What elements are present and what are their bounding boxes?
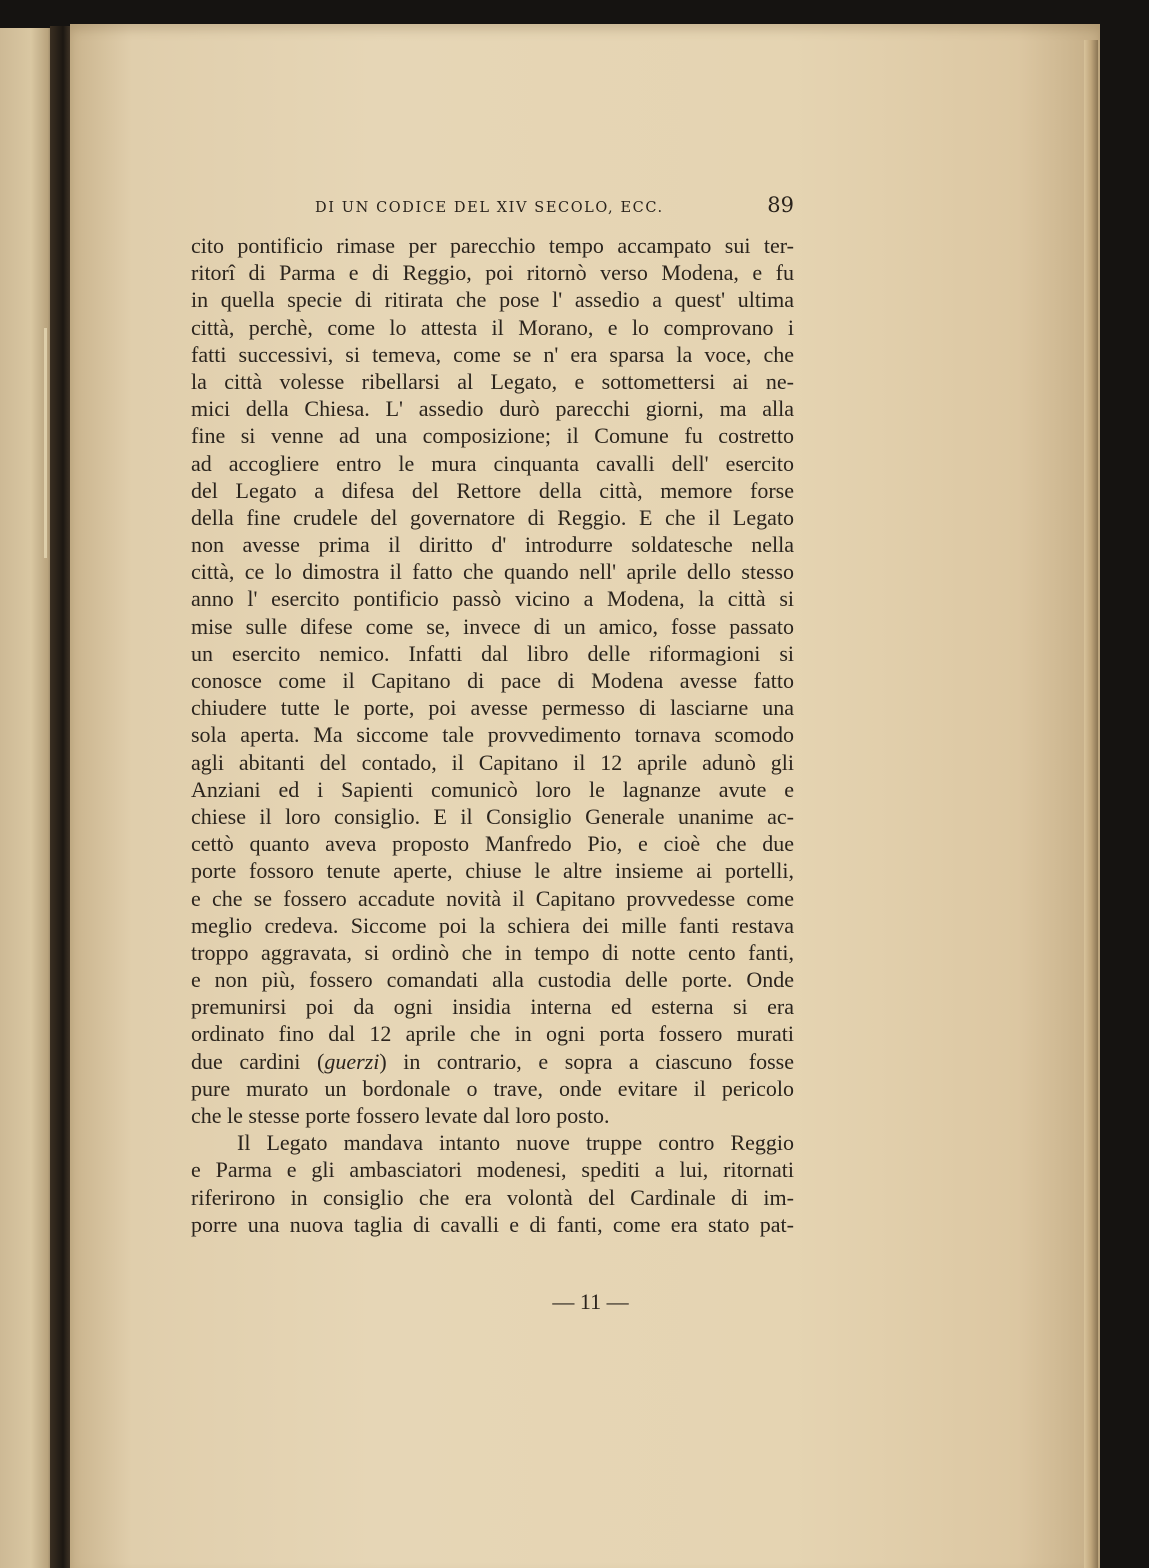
text-line: meglio credeva. Siccome poi la schiera dei mille fanti restava	[191, 912, 794, 938]
page-stack-edge	[1084, 40, 1098, 1568]
text-line: del Legato a difesa del Rettore della città, memore forse	[191, 477, 794, 503]
text-line: cettò quanto aveva proposto Manfredo Pio, e cioè che due	[191, 831, 794, 857]
text-line: non avesse prima il diritto d' introdurre soldatesche nella	[191, 532, 794, 558]
italic-term: guerzi	[324, 1048, 380, 1074]
text-line: e che se fossero accadute novità il Capitano provvedesse come	[191, 885, 794, 911]
page-number: 89	[767, 193, 794, 217]
text-line: cito pontificio rimase per parecchio tempo accampato sui ter-	[191, 233, 794, 258]
text-line: conosce come il Capitano di pace di Modena avesse fatto	[191, 668, 794, 693]
text-line: e Parma e gli ambasciatori modenesi, spediti a lui, ritornati	[191, 1157, 794, 1183]
text-line-with-italic	[191, 1048, 794, 1075]
page-footer	[0, 1289, 1149, 1315]
text-line: premunirsi poi da ogni insidia interna ed esterna si era	[191, 994, 794, 1020]
text-line: anno l' esercito pontificio passò vicino a Modena, la città si	[191, 586, 794, 612]
signature-mark: — 11 —	[552, 1289, 629, 1314]
text-line: fine si venne ad una composizione; il Comune fu costretto	[191, 423, 794, 449]
text-line: chiudere tutte le porte, poi avesse permesso di lasciarne una	[191, 695, 794, 721]
text-line: città, perchè, come lo attesta il Morano, e lo comprovano i	[191, 314, 794, 340]
text-line: riferirono in consiglio che era volontà del Cardinale di im-	[191, 1184, 794, 1210]
text-line: la città volesse ribellarsi al Legato, e sottomettersi ai ne-	[191, 368, 794, 394]
text-line: fatti successivi, si temeva, come se n' era sparsa la voce, che	[191, 341, 794, 367]
left-page-edge	[0, 28, 56, 1568]
text-line: agli abitanti del contado, il Capitano il 12 aprile adunò gli	[191, 749, 794, 775]
paper-crease	[44, 328, 47, 558]
page-header	[191, 193, 794, 221]
text-line: mise sulle difese come se, invece di un amico, fosse passato	[191, 613, 794, 639]
text-line: porte fossoro tenute aperte, chiuse le altre insieme ai portelli,	[191, 858, 794, 884]
text-fragment: due cardini (	[191, 1048, 325, 1074]
text-line: troppo aggravata, si ordinò che in tempo di notte cento fanti,	[191, 939, 794, 965]
text-line: ad accogliere entro le mura cinquanta cavalli dell' esercito	[191, 450, 794, 476]
text-line: porre una nuova taglia di cavalli e di fanti, come era stato pat-	[191, 1211, 794, 1237]
text-line: un esercito nemico. Infatti dal libro delle riformagioni si	[191, 640, 794, 666]
paragraph-start-line: Il Legato mandava intanto nuove truppe contro Reggio	[237, 1130, 794, 1156]
text-line: ritorî di Parma e di Reggio, poi ritornò verso Modena, e fu	[191, 260, 794, 286]
text-line: in quella specie di ritirata che pose l' assedio a quest' ultima	[191, 287, 794, 313]
text-line: ordinato fino dal 12 aprile che in ogni porta fossero murati	[191, 1021, 794, 1047]
text-line: della fine crudele del governatore di Reggio. E che il Legato	[191, 504, 794, 530]
paragraph-end-line: che le stesse porte fossero levate dal loro posto.	[191, 1103, 610, 1128]
body-text	[191, 232, 794, 1238]
text-line: mici della Chiesa. L' assedio durò parecchi giorni, ma alla	[191, 396, 794, 422]
text-line: sola aperta. Ma siccome tale provvedimento tornava scomodo	[191, 722, 794, 748]
text-line: chiese il loro consiglio. E il Consiglio Generale unanime ac-	[191, 803, 794, 829]
text-line: Anziani ed i Sapienti comunicò loro le lagnanze avute e	[191, 776, 794, 802]
text-line: città, ce lo dimostra il fatto che quando nell' aprile dello stesso	[191, 559, 794, 585]
text-line: pure murato un bordonale o trave, onde evitare il pericolo	[191, 1075, 794, 1101]
text-fragment: ) in contrario, e sopra a ciascuno fosse	[379, 1048, 794, 1074]
running-title: DI UN CODICE DEL XIV SECOLO, ECC.	[315, 200, 664, 216]
text-line: e non più, fossero comandati alla custodia delle porte. Onde	[191, 967, 794, 993]
